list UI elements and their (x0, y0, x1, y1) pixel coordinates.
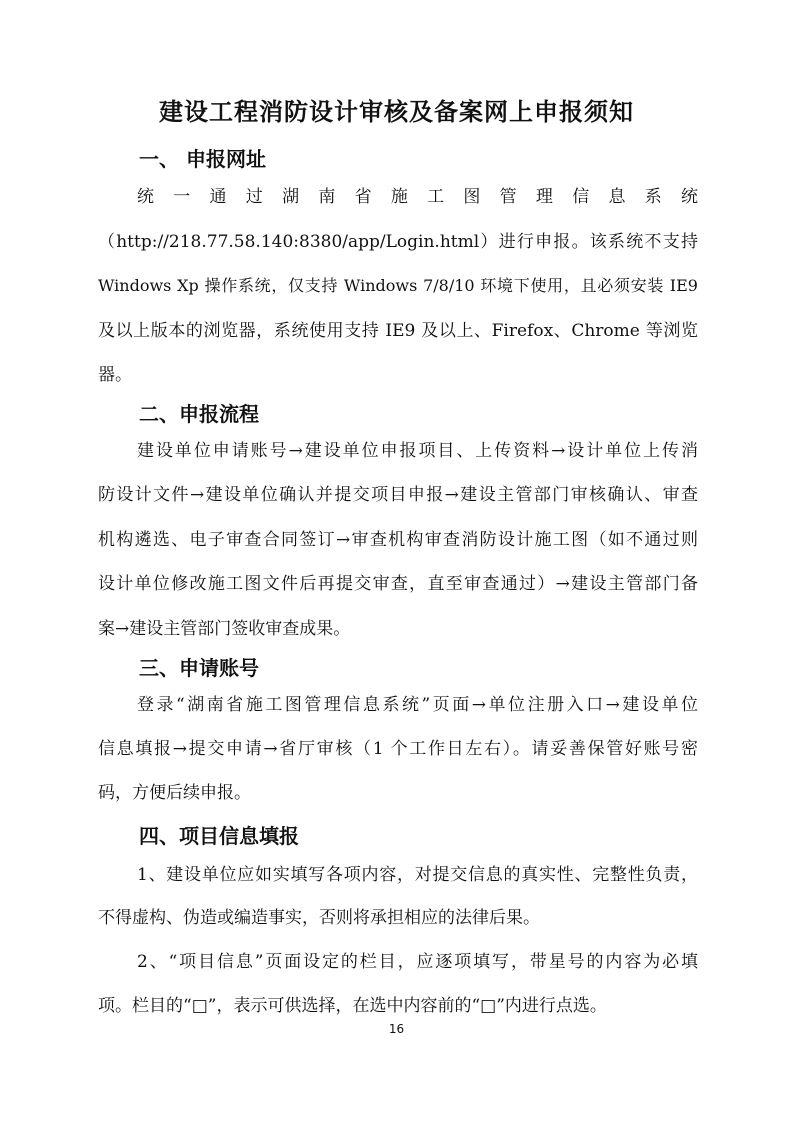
paragraph-line: 1、建设单位应如实填写各项内容，对提交信息的真实性、完整性负责， (137, 865, 698, 885)
section-heading-4: 四、项目信息填报 (139, 824, 299, 848)
paragraph-line: 器。 (98, 365, 132, 385)
paragraph-line: 建设单位申请账号→建设单位申报项目、上传资料→设计单位上传消 (137, 441, 698, 461)
paragraph-line: 不得虚构、伪造或编造事实，否则将承担相应的法律后果。 (98, 908, 540, 928)
document-title: 建设工程消防设计审核及备案网上申报须知 (159, 98, 634, 126)
paragraph-line: 2、“项目信息”页面设定的栏目，应逐项填写，带星号的内容为必填 (137, 952, 698, 972)
section-heading-2: 二、申报流程 (139, 402, 259, 426)
paragraph-line: 案→建设主管部门签收审查成果。 (98, 619, 351, 639)
section-heading-1: 一、 申报网址 (139, 147, 266, 171)
paragraph-line: 及以上版本的浏览器，系统使用支持 IE9 及以上、Firefox、Chrome 等浏览 (98, 321, 698, 341)
paragraph-line: Windows Xp 操作系统，仅支持 Windows 7/8/10 环境下使用，且必须安装 IE9 (98, 276, 698, 295)
paragraph-line: 项。栏目的“□”，表示可供选择，在选中内容前的“□”内进行点选。 (98, 996, 607, 1016)
paragraph-line: 信息填报→提交申请→省厅审核（1 个工作日左右）。请妥善保管好账号密 (98, 739, 698, 759)
paragraph-line: 登录“湖南省施工图管理信息系统”页面→单位注册入口→建设单位 (137, 695, 698, 715)
section-heading-3: 三、申请账号 (139, 656, 259, 680)
paragraph-line: 码，方便后续申报。 (98, 783, 251, 803)
paragraph-line: （http://218.77.58.140:8380/app/Login.html）进行申报。该系统不支持 (98, 232, 698, 252)
paragraph-line: 机构遴选、电子审查合同签订→审查机构审查消防设计施工图（如不通过则 (98, 530, 698, 550)
paragraph-line: 防设计文件→建设单位确认并提交项目申报→建设主管部门审核确认、审查 (98, 485, 698, 505)
paragraph-line: 设计单位修改施工图文件后再提交审查，直至审查通过）→建设主管部门备 (98, 574, 698, 594)
paragraph-line: 统一通过湖南省施工图管理信息系统 (137, 187, 698, 207)
page-number: 16 (388, 1022, 405, 1036)
